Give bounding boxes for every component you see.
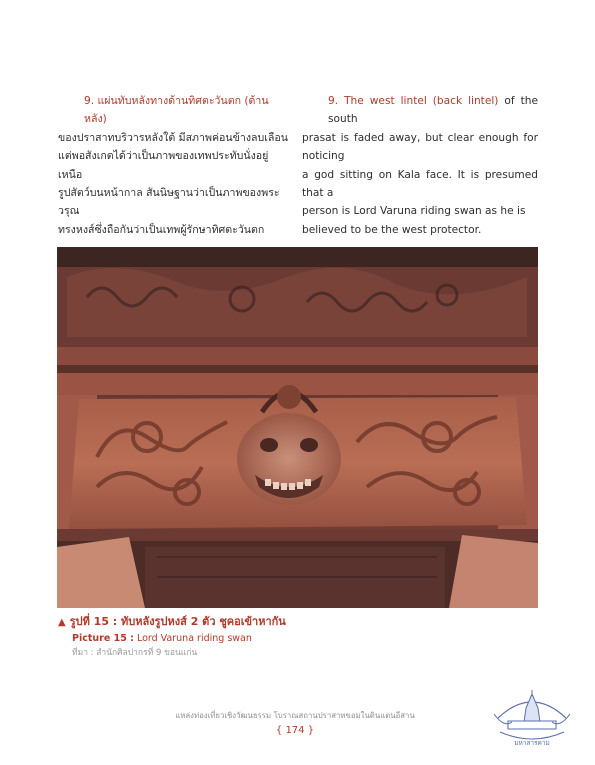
thai-line: ทรงหงส์ซึ่งถือกันว่าเป็นเทพผู้รักษาทิศตะวันตก [58,223,265,236]
english-text-column [302,92,538,239]
caption-thai-text: ทับหลังรูปหงส์ 2 ตัว ชูคอเข้าหากัน [117,615,286,628]
caption-english [58,631,286,646]
caption-thai [58,614,286,631]
english-line: a god sitting on Kala face. It is presumed that a [302,168,538,200]
thai-line: รูปสัตว์บนหน้ากาล สันนิษฐานว่าเป็นภาพของพระวรุณ [58,187,280,218]
thai-line: แต่พอสังเกตได้ว่าเป็นภาพของเทพประทับนั่งอยู่เหนือ [58,150,269,181]
page-number: { 174 } [275,725,315,736]
english-line: believed to be the west protector. [302,223,482,236]
english-heading: 9. The west lintel (back lintel) [328,95,499,107]
caption-thai-label: รูปที่ 15 : [69,615,118,628]
thai-text-column [58,92,290,239]
figure-caption [58,614,286,660]
university-logo [490,688,574,750]
english-lead-rest: of the south [328,95,538,126]
footer-title: แหล่งท่องเที่ยวเชิงวัฒนธรรม โบราณสถานปราสาทขอมในดินแดนอีสาน [175,711,415,720]
caption-source: ที่มา : สำนักศิลปากรที่ 9 ขอนแก่น [72,648,198,658]
lintel-photo [57,247,538,608]
caption-english-label: Picture 15 : [72,633,134,644]
triangle-icon: ▲ [58,617,66,628]
english-first-line [302,92,538,129]
english-line: person is Lord Varuna riding swan as he is [302,205,526,218]
page-footer [160,710,430,738]
caption-english-text: Lord Varuna riding swan [133,633,252,644]
logo-text: มหาสารคาม [514,739,550,747]
thai-line: ของปราสาทบริวารหลังใต้ มีสภาพค่อนข้างลบเลือน [58,131,288,144]
thai-heading: 9. แผ่นทับหลังทางด้านทิศตะวันตก (ด้านหลัง) [84,95,269,126]
english-line: prasat is faded away, but clear enough for noticing [302,131,538,163]
